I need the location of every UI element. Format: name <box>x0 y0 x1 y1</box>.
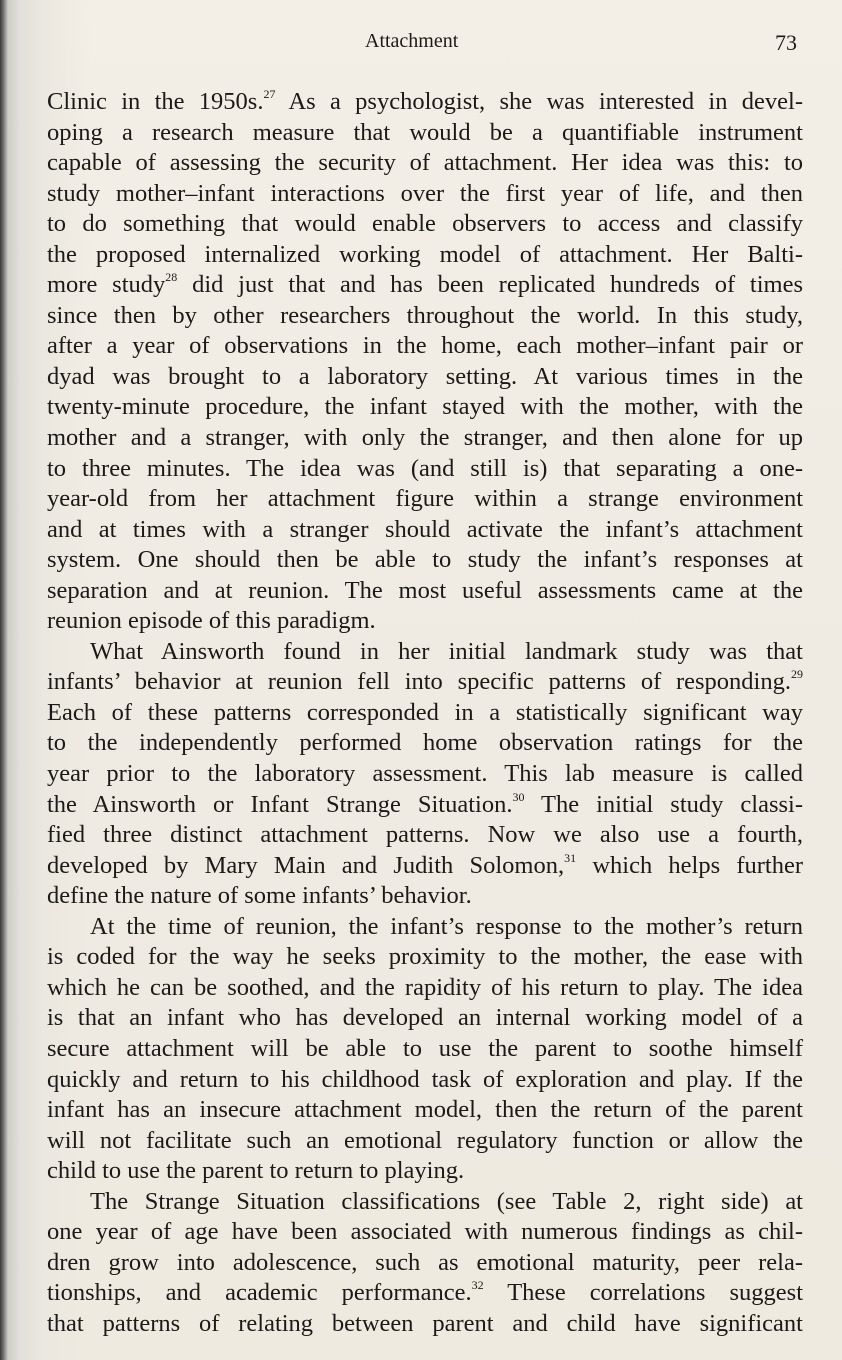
text-line: Clinic in the 1950s.$^{27}$ As a psychologist, she was interested in devel- <box>47 87 803 115</box>
text-line: study mother–infant interactions over the first year of life, and then <box>47 179 803 207</box>
text-line: At the time of reunion, the infant’s response to the mother’s return <box>90 912 803 940</box>
text-line: Each of these patterns corresponded in a statistically significant way <box>47 698 803 726</box>
text-line: oping a research measure that would be a quantifiable instrument <box>47 118 803 146</box>
footnote-ref-27[interactable]: 27 <box>263 87 276 101</box>
text-line: after a year of observations in the home, each mother–infant pair or <box>47 332 803 360</box>
text-line: secure attachment will be able to use the parent to soothe himself <box>47 1034 803 1062</box>
text-line: separation and at reunion. The most useful assessments came at the <box>47 576 803 604</box>
text-line: year prior to the laboratory assessment. This lab measure is called <box>47 760 803 788</box>
footnote-ref-30[interactable]: 30 <box>512 789 525 804</box>
text-line: is that an infant who has developed an internal working model of a <box>47 1004 803 1032</box>
text-line: the Ainsworth or Infant Strange Situation.$^{30}$ The initial study classi- <box>47 789 803 818</box>
text-line: one year of age have been associated with numerous findings as chil- <box>47 1218 803 1246</box>
text-line: What Ainsworth found in her initial landmark study was that <box>90 637 803 665</box>
footnote-ref-29[interactable]: 29 <box>791 667 803 682</box>
text-line: since then by other researchers throughout the world. In this study, <box>47 301 803 329</box>
text-line: system. One should then be able to study the infant’s responses at <box>47 546 803 574</box>
text-line: more study$^{28}$ did just that and has been replicated hundreds of times <box>47 270 803 299</box>
text-line: mother and a stranger, with only the stranger, and then alone for up <box>47 424 803 452</box>
text-line: to the independently performed home observation ratings for the <box>47 729 803 757</box>
text-line: infants’ behavior at reunion fell into specific patterns of responding.$^{29}$ <box>47 667 803 696</box>
text-line: dyad was brought to a laboratory setting. At various times in the <box>47 362 803 390</box>
text-line: quickly and return to his childhood task of exploration and play. If the <box>47 1065 803 1093</box>
running-head <box>0 30 842 60</box>
text-line: define the nature of some infants’ behavior. <box>47 882 472 910</box>
text-line: reunion episode of this paradigm. <box>47 607 376 635</box>
text-line: twenty-minute procedure, the infant stayed with the mother, with the <box>47 393 803 421</box>
text-line: which he can be soothed, and the rapidity of his return to play. The idea <box>47 973 803 1001</box>
page-number: 73 <box>775 30 797 55</box>
text-line: year-old from her attachment figure within a strange environment <box>47 485 803 513</box>
text-line: and at times with a stranger should activate the infant’s attachment <box>47 515 803 543</box>
body-text <box>47 87 803 1339</box>
text-line: tionships, and academic performance.$^{32}$ These correlations suggest <box>47 1278 803 1307</box>
text-line: child to use the parent to return to playing. <box>47 1157 465 1185</box>
text-line: to do something that would enable observers to access and classify <box>47 210 803 238</box>
running-title: Attachment <box>365 30 459 52</box>
text-line: dren grow into adolescence, such as emotional maturity, peer rela- <box>47 1248 803 1276</box>
text-line: infant has an insecure attachment model, then the return of the parent <box>47 1096 803 1124</box>
text-line: will not facilitate such an emotional regulatory function or allow the <box>47 1126 803 1154</box>
footnote-ref-28[interactable]: 28 <box>165 270 178 285</box>
footnote-ref-32[interactable]: 32 <box>471 1278 484 1293</box>
text-line: capable of assessing the security of attachment. Her idea was this: to <box>47 149 803 177</box>
text-line: is coded for the way he seeks proximity to the mother, the ease with <box>47 943 803 971</box>
footnote-ref-31[interactable]: 31 <box>564 850 577 865</box>
text-line: developed by Mary Main and Judith Solomon,$^{31}$ which helps further <box>47 850 804 879</box>
text-line: the proposed internalized working model of attachment. Her Balti- <box>47 240 803 268</box>
text-line: to three minutes. The idea was (and still is) that separating a one- <box>47 454 803 482</box>
text-line: that patterns of relating between parent and child have significant <box>47 1309 803 1337</box>
text-line: The Strange Situation classifications (see Table 2, right side) at <box>90 1187 803 1215</box>
text-line: fied three distinct attachment patterns. Now we also use a fourth, <box>47 821 803 849</box>
